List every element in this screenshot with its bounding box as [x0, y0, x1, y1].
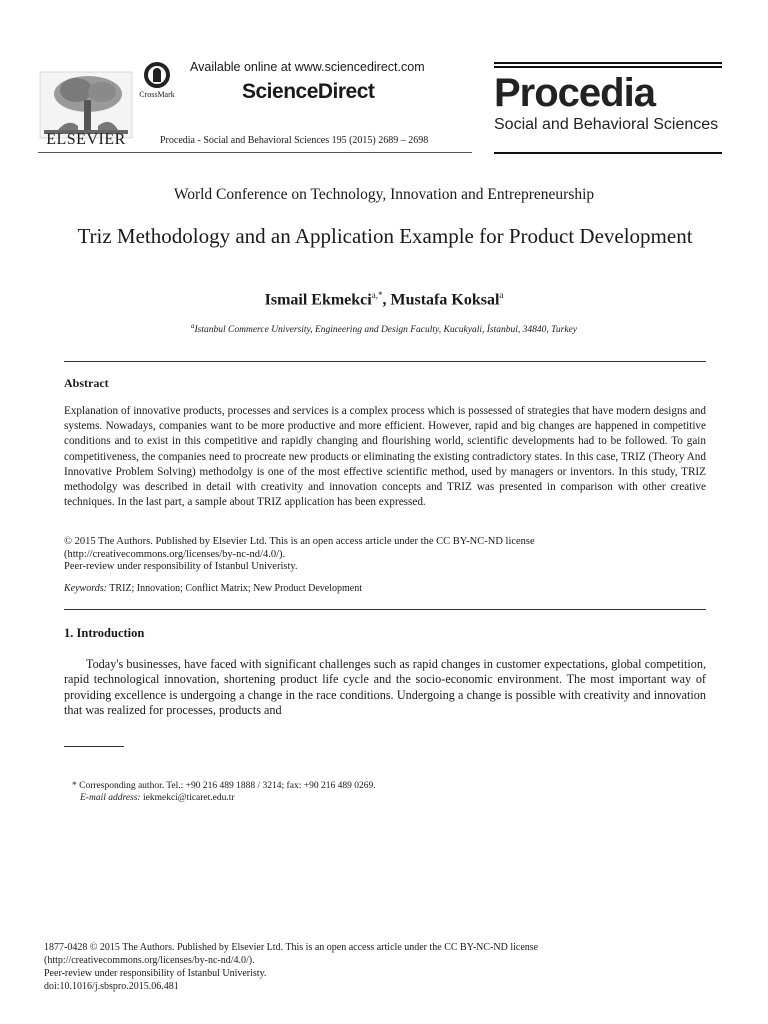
- masthead-rule: [494, 62, 722, 64]
- license-link[interactable]: (http://creativecommons.org/licenses/by-nc-nd/4.0/).: [44, 955, 255, 966]
- author-affiliation-marker: a: [499, 290, 504, 300]
- author-separator: ,: [382, 291, 391, 309]
- keywords-label: Keywords:: [64, 583, 107, 594]
- crossmark-icon: [144, 62, 170, 88]
- email-label: E-mail address:: [80, 793, 141, 803]
- keywords: [64, 583, 706, 594]
- email-address[interactable]: iekmekci@ticaret.edu.tr: [140, 793, 235, 803]
- peer-review-line: Peer-review under responsibility of Istanbul Univeristy.: [44, 968, 267, 979]
- affiliation-text: Istanbul Commerce University, Engineering and Design Faculty, Kucukyali, İstanbul, 34840, Turkey: [194, 325, 577, 336]
- peer-review-line: Peer-review under responsibility of Istanbul Univeristy.: [64, 561, 298, 572]
- header-divider: [38, 152, 472, 153]
- journal-reference: Procedia - Social and Behavioral Sciences 195 (2015) 2689 – 2698: [160, 135, 429, 146]
- copyright-line: 1877-0428 © 2015 The Authors. Published by Elsevier Ltd. This is an open access article under the CC BY-NC-ND license: [44, 942, 539, 953]
- available-online-text: Available online at www.sciencedirect.com: [190, 60, 425, 74]
- procedia-masthead: [494, 62, 722, 134]
- copyright-footer: [44, 941, 684, 993]
- license-link[interactable]: (http://creativecommons.org/licenses/by-nc-nd/4.0/).: [64, 548, 286, 560]
- abstract-body: Explanation of innovative products, processes and services is a complex process which is possessed of strategies that have modern designs and systems. Nowadays, companies want to be more productive and more efficient. However, rapid and big changes are happened in competitive conditions and to exist in this competitive and rapidly changing and flourishing world, scientific developments had to be followed. To gain competitiveness, the companies need to procreate new products or eliminating the existing contradictory states. In this case, TRIZ (Theory And Innovative Problem Solving) methodolgy is one of the most effective scientific method, used by managers or inventors. In this study, TRIZ methodolgy was described in detail with creativity and innovation concepts and TRIZ was presented in comparison with other creative techniques. In the last part, a sample about TRIZ application has been expressed.: [64, 405, 706, 509]
- paper-title: Triz Methodology and an Application Example for Product Development: [77, 224, 693, 248]
- abstract-top-rule: [64, 361, 706, 362]
- license-line: © 2015 The Authors. Published by Elsevier Ltd. This is an open access article under the CC BY-NC-ND license: [64, 536, 535, 547]
- abstract-heading: Abstract: [64, 376, 109, 390]
- footnote-rule: [64, 746, 124, 747]
- crossmark-label: CrossMark: [139, 90, 175, 99]
- license-statement: [64, 536, 706, 574]
- doi-line[interactable]: doi:10.1016/j.sbspro.2015.06.481: [44, 981, 179, 992]
- corresponding-author-note: * Corresponding author. Tel.: +90 216 489 1888 / 3214; fax: +90 216 489 0269.: [72, 781, 376, 791]
- masthead-rule: [494, 66, 722, 68]
- sciencedirect-logo: ScienceDirect: [242, 80, 375, 103]
- keywords-list: TRIZ; Innovation; Conflict Matrix; New Product Development: [106, 583, 363, 594]
- affiliation-marker: a: [191, 322, 195, 330]
- procedia-subtitle: Social and Behavioral Sciences: [494, 116, 719, 133]
- affiliation: [0, 322, 768, 335]
- abstract-bottom-rule: [64, 609, 706, 610]
- header-divider: [494, 152, 722, 154]
- crossmark-badge[interactable]: [138, 62, 176, 99]
- publisher-name: ELSEVIER: [46, 131, 126, 148]
- email-note: [80, 793, 235, 803]
- author-name: Mustafa Koksal: [390, 291, 500, 309]
- procedia-title: Procedia: [494, 71, 655, 115]
- section-heading: 1. Introduction: [64, 626, 145, 640]
- section-body: Today's businesses, have faced with significant challenges such as rapid changes in customer expectations, global competition, rapid technological innovation, shortening product life cycle and the socio-economic environment. The most important way of providing excellence is undergoing a change in the race conditions. Undergoing a change is possible with creativity and innovation that was realized for processes, products and: [64, 657, 706, 717]
- conference-name: World Conference on Technology, Innovation and Entrepreneurship: [173, 186, 595, 203]
- author-list: [0, 290, 768, 309]
- author-affiliation-marker: a,*: [371, 290, 383, 300]
- author-name: Ismail Ekmekci: [264, 291, 372, 309]
